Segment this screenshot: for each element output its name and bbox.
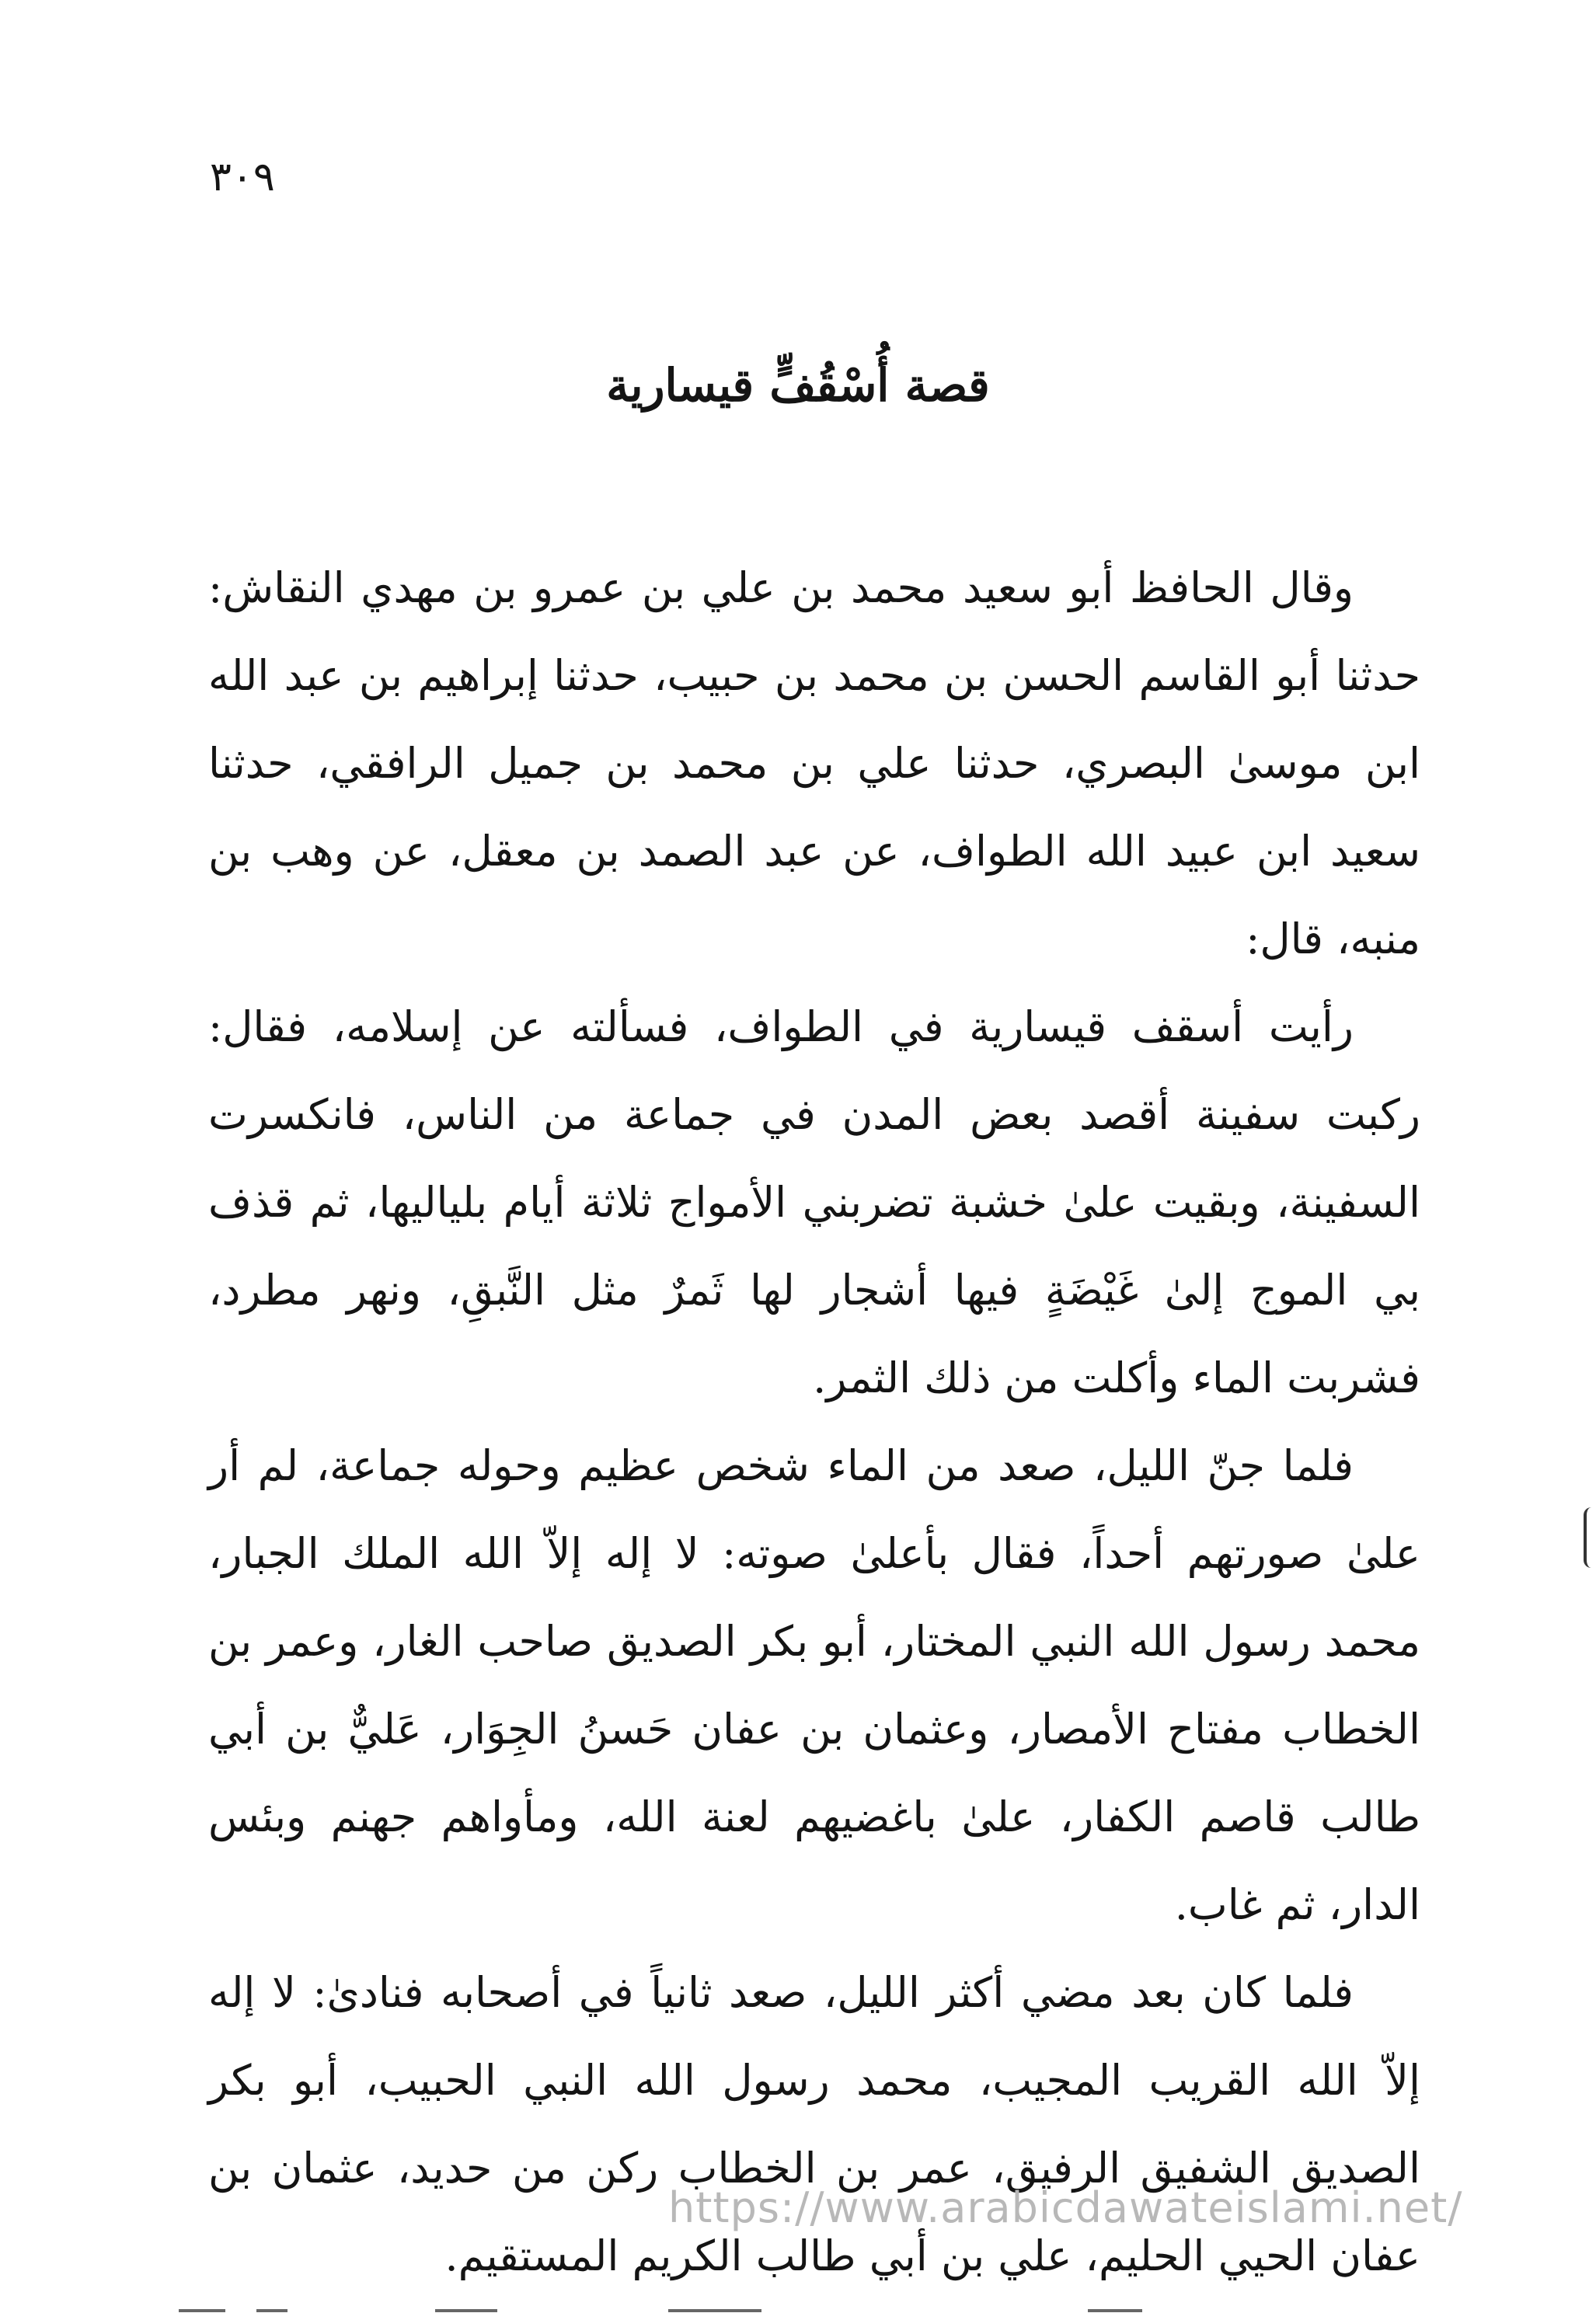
- paragraph-1: وقال الحافظ أبو سعيد محمد بن علي بن عمرو بن مهدي النقاش: حدثنا أبو القاسم الحسن بن محمد بن حبيب، حدثنا إبراهيم بن عبد الله ابن موسىٰ البصري، حدثنا علي بن محمد بن جميل الرافقي، حدثنا سعيد ابن عبيد الله الطواف، عن عبد الصمد بن معقل، عن وهب بن منبه، قال:: [208, 563, 1420, 963]
- paragraph-4: فلما كان بعد مضي أكثر الليل، صعد ثانياً في أصحابه فنادىٰ: لا إله إلاّ الله القريب المجيب، محمد رسول الله النبي الحبيب، أبو بكر الصديق الشفيق الرفيق، عمر بن الخطاب ركن من حديد، عثمان بن عفان الحيي الحليم، علي بن أبي طالب الكريم المستقيم.: [208, 1968, 1420, 2280]
- body-text: [208, 544, 1420, 2300]
- paragraph-3: فلما جنّ الليل، صعد من الماء شخص عظيم وحوله جماعة، لم أر علىٰ صورتهم أحداً، فقال بأعلىٰ صوته: لا إله إلاّ الله الملك الجبار، محمد رسول الله النبي المختار، أبو بكر الصديق صاحب الغار، وعمر بن الخطاب مفتاح الأمصار، وعثمان بن عفان حَسنُ الجِوَار، عَليٌّ بن أبي طالب قاصم الكفار، علىٰ باغضيهم لعنة الله، ومأواهم جهنم وبئس الدار، ثم غاب.: [208, 1441, 1420, 1929]
- scan-bottom-edge: [0, 2306, 1596, 2320]
- paragraph-2: رأيت أسقف قيسارية في الطواف، فسألته عن إسلامه، فقال: ركبت سفينة أقصد بعض المدن في جماعة من الناس، فانكسرت السفينة، وبقيت علىٰ خشبة تضربني الأمواج ثلاثة أيام بلياليها، ثم قذف بي الموج إلىٰ غَيْضَةٍ فيها أشجار لها ثَمرٌ مثل النَّبقِ، ونهر مطرد، فشربت الماء وأكلت من ذلك الثمر.: [208, 1002, 1420, 1402]
- watermark-url: https://www.arabicdawateislami.net/: [668, 2183, 1463, 2232]
- page-number: ٣٠٩: [210, 154, 275, 200]
- scan-edge-bracket: [1584, 1507, 1591, 1568]
- page-title: قصة أُسْقُفٍّ قيسارية: [606, 359, 990, 412]
